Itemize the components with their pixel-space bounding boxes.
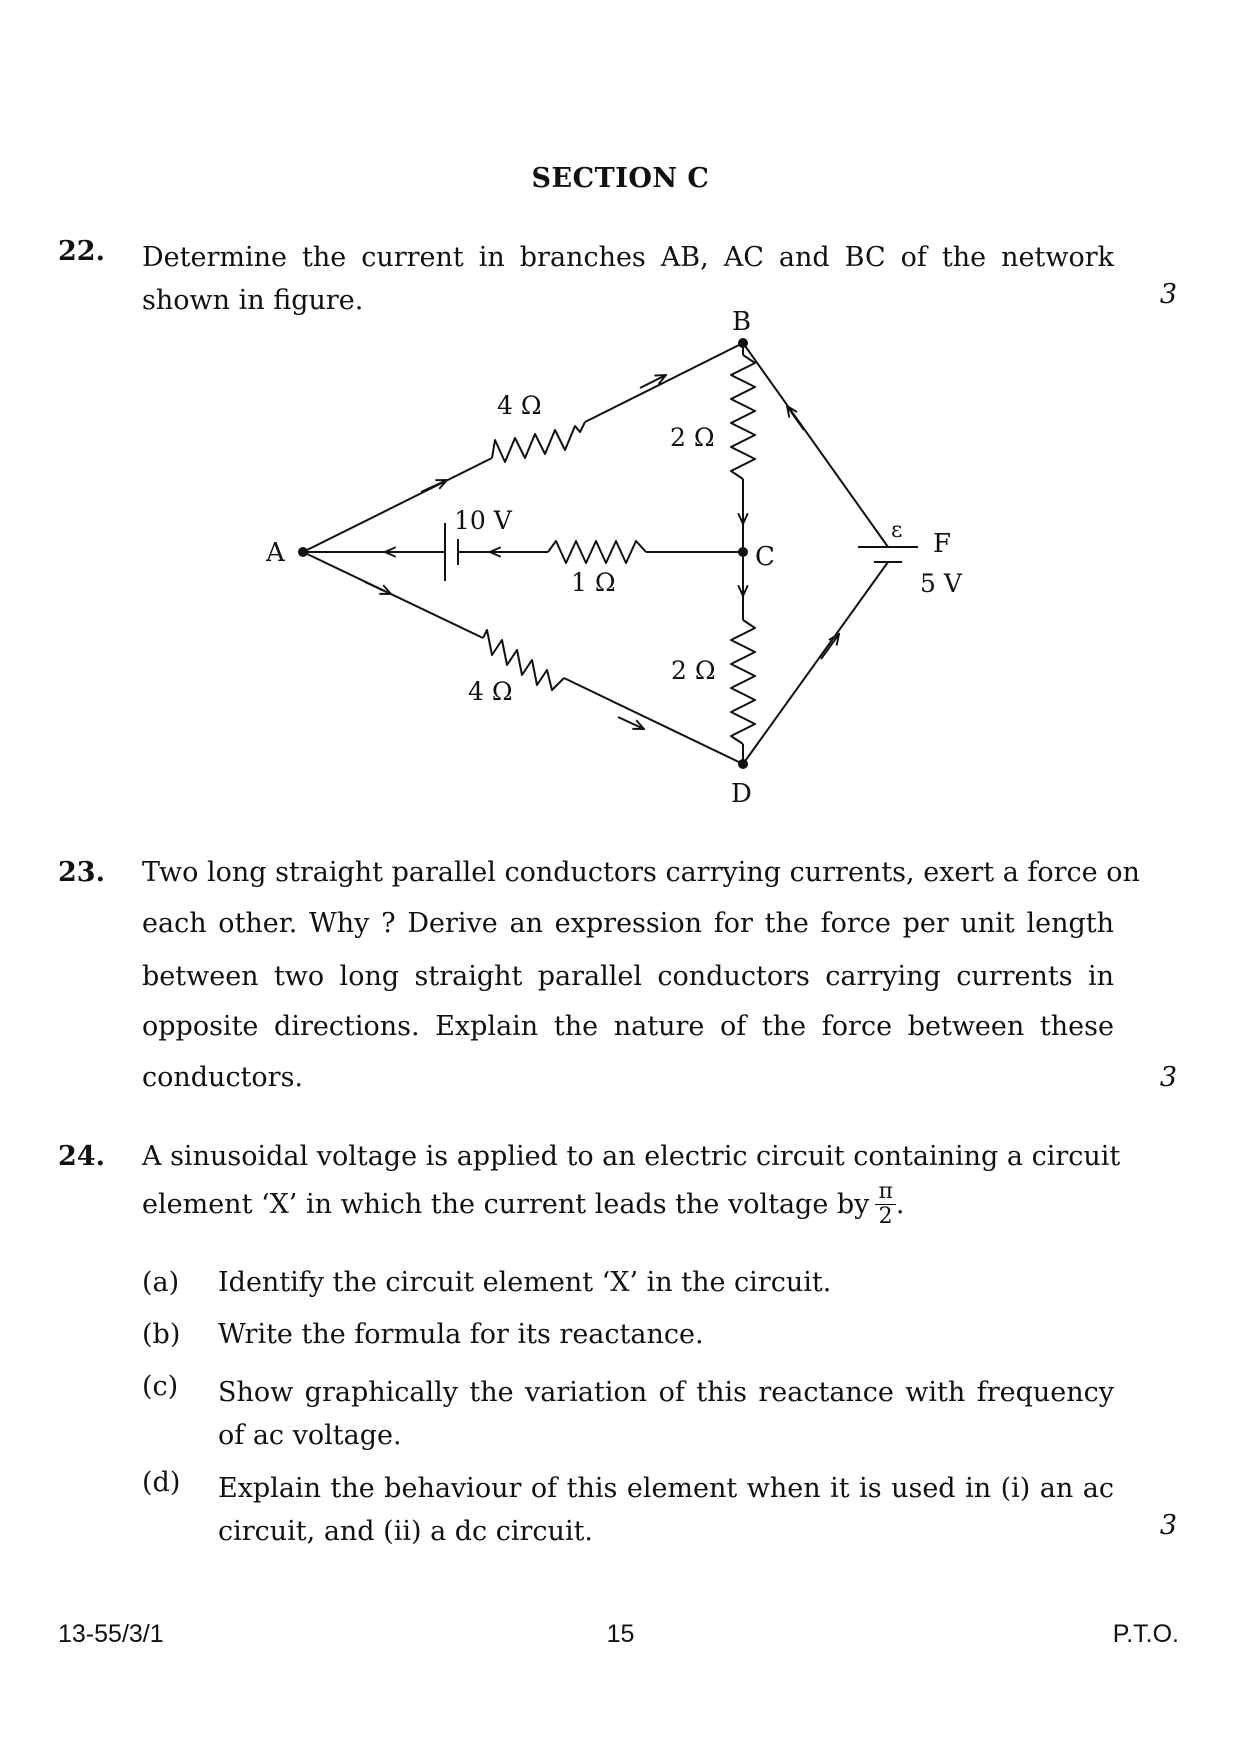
fraction-pi-over-2 [875, 1180, 895, 1229]
label-resistor-ad: 4 Ω [468, 677, 513, 706]
arrow-ad-lower [618, 717, 644, 729]
footer-page-number: 15 [606, 1620, 635, 1648]
question-23-line-5: conductors. [142, 1062, 304, 1093]
wire-4ohm-bottom-to-d [564, 678, 743, 764]
arrow-ad-upper [365, 582, 391, 594]
section-title: SECTION C [531, 163, 710, 194]
fraction-numerator: π [875, 1180, 895, 1205]
label-resistor-ac: 1 Ω [571, 568, 616, 597]
subpart-c-text: Show graphically the variation of this reactance with frequency of ac voltage. [218, 1377, 1114, 1451]
node-label-b: B [732, 307, 752, 337]
arrow-ab-lower [421, 480, 447, 492]
label-resistor-bc: 2 Ω [670, 423, 715, 452]
footer-pto: P.T.O. [1112, 1620, 1179, 1648]
wire-a-to-4ohm-top [303, 458, 492, 552]
subpart-a-text: Identify the circuit element ‘X’ in the circuit. [218, 1267, 832, 1298]
node-d-dot [738, 759, 748, 769]
wire-4ohm-top-to-b [585, 343, 743, 422]
node-label-d: D [731, 779, 752, 809]
subpart-d-text: Explain the behaviour of this element when it is used in (i) an ac circuit, and (ii) a dc circuit. [218, 1473, 1114, 1547]
question-22-text: Determine the current in branches AB, AC and BC of the network shown in figure. [142, 242, 1114, 316]
node-label-f: F [933, 529, 952, 559]
resistor-ac [548, 541, 646, 563]
fraction-denominator: 2 [878, 1204, 893, 1229]
node-c-dot [738, 547, 748, 557]
question-23-number: 23. [58, 857, 105, 888]
question-24-line-2 [142, 1180, 905, 1229]
footer-paper-code: 13-55/3/1 [58, 1620, 164, 1648]
arrow-fb [787, 406, 804, 430]
label-battery-10v: 10 V [454, 506, 512, 535]
arrow-ab-upper [640, 375, 666, 388]
subpart-d-label: (d) [142, 1467, 181, 1498]
resistor-ab [492, 422, 585, 462]
wire-b-to-f [743, 343, 888, 547]
circuit-diagram [0, 0, 1241, 820]
node-a-dot [298, 547, 308, 557]
question-23-line-2: each other. Why ? Derive an expression for the force per unit length [142, 908, 1114, 939]
subpart-b-text: Write the formula for its reactance. [218, 1319, 704, 1350]
label-battery-emf: ε [891, 518, 903, 543]
subpart-a-label: (a) [142, 1267, 180, 1298]
subpart-b-label: (b) [142, 1319, 181, 1350]
question-24-marks: 3 [1159, 1510, 1177, 1541]
question-24-line-1: A sinusoidal voltage is applied to an electric circuit containing a circuit [142, 1141, 1121, 1172]
node-label-c: C [755, 542, 775, 572]
resistor-cd [731, 620, 755, 744]
node-b-dot [738, 338, 748, 348]
label-resistor-cd: 2 Ω [671, 656, 716, 685]
question-24-number: 24. [58, 1141, 105, 1172]
wire-f-to-d [743, 562, 888, 764]
question-23-line-3: between two long straight parallel conductors carrying currents in [142, 961, 1114, 992]
question-22-number: 22. [58, 236, 105, 267]
question-23-line-1: Two long straight parallel conductors carrying currents, exert a force on [142, 857, 1140, 888]
question-23-line-4: opposite directions. Explain the nature of the force between these [142, 1011, 1114, 1042]
wire-a-to-4ohm-bottom [303, 552, 483, 638]
arrow-df [821, 634, 839, 659]
resistor-bc [731, 355, 755, 479]
question-23-marks: 3 [1159, 1062, 1177, 1093]
label-battery-5v: 5 V [920, 569, 962, 598]
subpart-c-label: (c) [142, 1371, 179, 1402]
question-24-line-2-text: element ‘X’ in which the current leads the voltage by [142, 1189, 870, 1220]
question-24-end-punct: . [895, 1189, 905, 1220]
node-label-a: A [266, 538, 285, 568]
question-22-marks: 3 [1159, 279, 1177, 310]
label-resistor-ab: 4 Ω [497, 391, 542, 420]
